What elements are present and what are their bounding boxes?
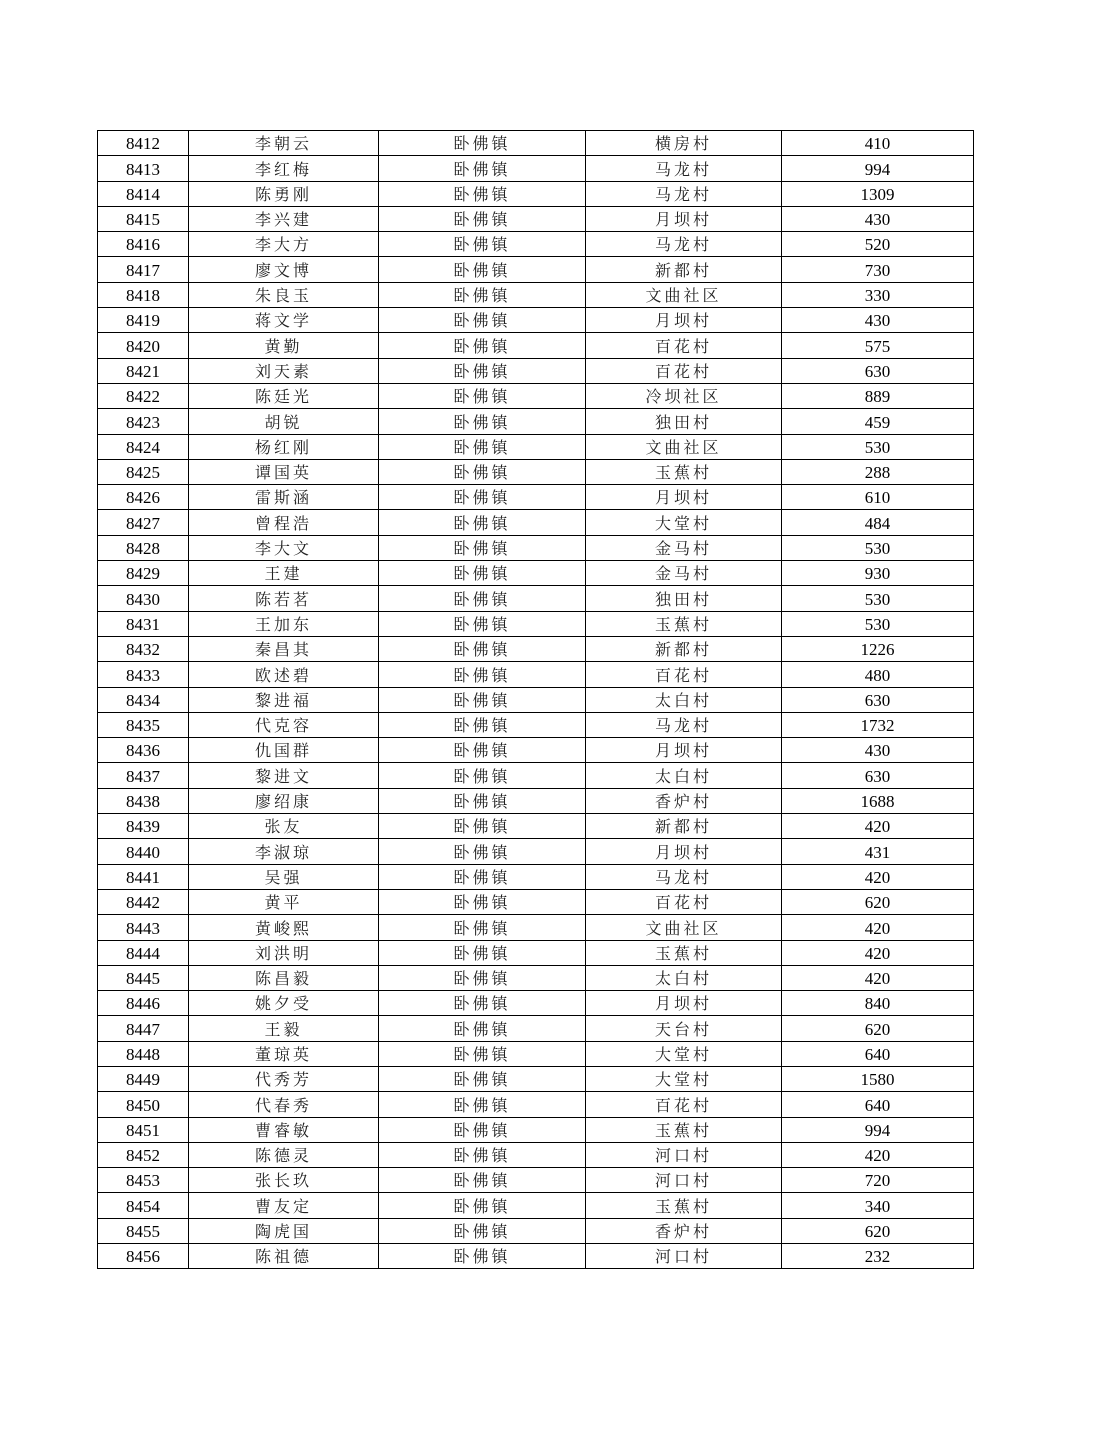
amount-cell: 630	[782, 687, 974, 712]
person-name-cell: 李兴建	[189, 206, 379, 231]
person-name-cell: 蒋文学	[189, 308, 379, 333]
table-row	[98, 839, 974, 864]
person-name-cell: 陈廷光	[189, 383, 379, 408]
row-number-cell: 8447	[98, 1016, 189, 1041]
village-cell: 玉蕉村	[586, 1193, 782, 1218]
amount-cell: 630	[782, 763, 974, 788]
village-cell: 百花村	[586, 333, 782, 358]
row-number-cell: 8422	[98, 383, 189, 408]
row-number-cell: 8436	[98, 738, 189, 763]
town-cell: 卧佛镇	[379, 662, 586, 687]
town-cell: 卧佛镇	[379, 1218, 586, 1243]
person-name-cell: 代春秀	[189, 1092, 379, 1117]
village-cell: 冷坝社区	[586, 383, 782, 408]
table-row	[98, 561, 974, 586]
table-row	[98, 889, 974, 914]
town-cell: 卧佛镇	[379, 1016, 586, 1041]
amount-cell: 1732	[782, 712, 974, 737]
town-cell: 卧佛镇	[379, 839, 586, 864]
table-row	[98, 131, 974, 156]
person-name-cell: 廖文博	[189, 257, 379, 282]
amount-cell: 1309	[782, 181, 974, 206]
town-cell: 卧佛镇	[379, 991, 586, 1016]
village-cell: 河口村	[586, 1142, 782, 1167]
row-number-cell: 8412	[98, 131, 189, 156]
village-cell: 天台村	[586, 1016, 782, 1041]
person-name-cell: 陈昌毅	[189, 965, 379, 990]
town-cell: 卧佛镇	[379, 687, 586, 712]
person-name-cell: 秦昌其	[189, 636, 379, 661]
village-cell: 百花村	[586, 662, 782, 687]
table-row	[98, 181, 974, 206]
town-cell: 卧佛镇	[379, 485, 586, 510]
row-number-cell: 8455	[98, 1218, 189, 1243]
table-row	[98, 1142, 974, 1167]
village-cell: 横房村	[586, 131, 782, 156]
amount-cell: 640	[782, 1092, 974, 1117]
row-number-cell: 8448	[98, 1041, 189, 1066]
amount-cell: 640	[782, 1041, 974, 1066]
amount-cell: 1226	[782, 636, 974, 661]
amount-cell: 420	[782, 814, 974, 839]
table-row	[98, 965, 974, 990]
amount-cell: 930	[782, 561, 974, 586]
village-cell: 百花村	[586, 1092, 782, 1117]
row-number-cell: 8456	[98, 1244, 189, 1269]
row-number-cell: 8415	[98, 206, 189, 231]
row-number-cell: 8443	[98, 915, 189, 940]
village-cell: 玉蕉村	[586, 940, 782, 965]
town-cell: 卧佛镇	[379, 864, 586, 889]
amount-cell: 288	[782, 459, 974, 484]
row-number-cell: 8440	[98, 839, 189, 864]
town-cell: 卧佛镇	[379, 1117, 586, 1142]
row-number-cell: 8418	[98, 282, 189, 307]
table-row	[98, 1244, 974, 1269]
village-cell: 独田村	[586, 409, 782, 434]
row-number-cell: 8451	[98, 1117, 189, 1142]
amount-cell: 430	[782, 308, 974, 333]
table-row	[98, 1168, 974, 1193]
person-name-cell: 代秀芳	[189, 1066, 379, 1091]
town-cell: 卧佛镇	[379, 940, 586, 965]
table-row	[98, 788, 974, 813]
town-cell: 卧佛镇	[379, 712, 586, 737]
town-cell: 卧佛镇	[379, 535, 586, 560]
amount-cell: 420	[782, 965, 974, 990]
town-cell: 卧佛镇	[379, 814, 586, 839]
row-number-cell: 8433	[98, 662, 189, 687]
person-name-cell: 李朝云	[189, 131, 379, 156]
amount-cell: 1688	[782, 788, 974, 813]
table-row	[98, 1016, 974, 1041]
village-cell: 月坝村	[586, 206, 782, 231]
person-name-cell: 仇国群	[189, 738, 379, 763]
village-cell: 月坝村	[586, 839, 782, 864]
village-cell: 独田村	[586, 586, 782, 611]
town-cell: 卧佛镇	[379, 434, 586, 459]
village-cell: 马龙村	[586, 864, 782, 889]
person-name-cell: 李大方	[189, 232, 379, 257]
table-row	[98, 586, 974, 611]
row-number-cell: 8445	[98, 965, 189, 990]
table-row	[98, 991, 974, 1016]
row-number-cell: 8416	[98, 232, 189, 257]
amount-cell: 630	[782, 358, 974, 383]
table-row	[98, 1218, 974, 1243]
row-number-cell: 8427	[98, 510, 189, 535]
row-number-cell: 8430	[98, 586, 189, 611]
amount-cell: 840	[782, 991, 974, 1016]
amount-cell: 575	[782, 333, 974, 358]
town-cell: 卧佛镇	[379, 383, 586, 408]
village-cell: 百花村	[586, 889, 782, 914]
table-row	[98, 1193, 974, 1218]
town-cell: 卧佛镇	[379, 181, 586, 206]
amount-cell: 420	[782, 1142, 974, 1167]
row-number-cell: 8442	[98, 889, 189, 914]
person-name-cell: 曹睿敏	[189, 1117, 379, 1142]
town-cell: 卧佛镇	[379, 1168, 586, 1193]
amount-cell: 720	[782, 1168, 974, 1193]
village-cell: 香炉村	[586, 788, 782, 813]
person-name-cell: 代克容	[189, 712, 379, 737]
table-row	[98, 1066, 974, 1091]
village-cell: 太白村	[586, 687, 782, 712]
table-row	[98, 864, 974, 889]
town-cell: 卧佛镇	[379, 459, 586, 484]
village-cell: 马龙村	[586, 232, 782, 257]
amount-cell: 530	[782, 611, 974, 636]
table-row	[98, 257, 974, 282]
village-cell: 月坝村	[586, 991, 782, 1016]
person-name-cell: 陈若茗	[189, 586, 379, 611]
town-cell: 卧佛镇	[379, 763, 586, 788]
amount-cell: 484	[782, 510, 974, 535]
person-name-cell: 刘洪明	[189, 940, 379, 965]
amount-cell: 420	[782, 864, 974, 889]
town-cell: 卧佛镇	[379, 1244, 586, 1269]
town-cell: 卧佛镇	[379, 915, 586, 940]
table-row	[98, 383, 974, 408]
table-row	[98, 687, 974, 712]
row-number-cell: 8424	[98, 434, 189, 459]
village-cell: 金马村	[586, 535, 782, 560]
person-name-cell: 黄平	[189, 889, 379, 914]
village-cell: 月坝村	[586, 485, 782, 510]
town-cell: 卧佛镇	[379, 1066, 586, 1091]
person-name-cell: 张友	[189, 814, 379, 839]
person-name-cell: 李大文	[189, 535, 379, 560]
town-cell: 卧佛镇	[379, 1142, 586, 1167]
town-cell: 卧佛镇	[379, 358, 586, 383]
person-name-cell: 王毅	[189, 1016, 379, 1041]
town-cell: 卧佛镇	[379, 788, 586, 813]
person-name-cell: 王建	[189, 561, 379, 586]
row-number-cell: 8417	[98, 257, 189, 282]
village-cell: 太白村	[586, 763, 782, 788]
table-row	[98, 915, 974, 940]
town-cell: 卧佛镇	[379, 1193, 586, 1218]
table-row	[98, 636, 974, 661]
table-row	[98, 1092, 974, 1117]
town-cell: 卧佛镇	[379, 206, 586, 231]
row-number-cell: 8413	[98, 156, 189, 181]
person-name-cell: 廖绍康	[189, 788, 379, 813]
amount-cell: 994	[782, 1117, 974, 1142]
amount-cell: 530	[782, 586, 974, 611]
amount-cell: 410	[782, 131, 974, 156]
row-number-cell: 8454	[98, 1193, 189, 1218]
town-cell: 卧佛镇	[379, 611, 586, 636]
town-cell: 卧佛镇	[379, 156, 586, 181]
town-cell: 卧佛镇	[379, 282, 586, 307]
amount-cell: 420	[782, 915, 974, 940]
village-cell: 河口村	[586, 1244, 782, 1269]
person-name-cell: 黎进文	[189, 763, 379, 788]
table-row	[98, 409, 974, 434]
amount-cell: 620	[782, 889, 974, 914]
row-number-cell: 8421	[98, 358, 189, 383]
town-cell: 卧佛镇	[379, 131, 586, 156]
person-name-cell: 张长玖	[189, 1168, 379, 1193]
table-row	[98, 459, 974, 484]
town-cell: 卧佛镇	[379, 257, 586, 282]
village-cell: 马龙村	[586, 181, 782, 206]
row-number-cell: 8446	[98, 991, 189, 1016]
table-row	[98, 282, 974, 307]
village-cell: 新都村	[586, 814, 782, 839]
amount-cell: 520	[782, 232, 974, 257]
amount-cell: 530	[782, 535, 974, 560]
person-name-cell: 黄勤	[189, 333, 379, 358]
row-number-cell: 8450	[98, 1092, 189, 1117]
village-cell: 文曲社区	[586, 434, 782, 459]
table-row	[98, 738, 974, 763]
person-name-cell: 陶虎国	[189, 1218, 379, 1243]
row-number-cell: 8420	[98, 333, 189, 358]
person-name-cell: 曹友定	[189, 1193, 379, 1218]
row-number-cell: 8449	[98, 1066, 189, 1091]
village-cell: 玉蕉村	[586, 611, 782, 636]
village-cell: 大堂村	[586, 1066, 782, 1091]
village-cell: 文曲社区	[586, 282, 782, 307]
row-number-cell: 8453	[98, 1168, 189, 1193]
row-number-cell: 8414	[98, 181, 189, 206]
amount-cell: 620	[782, 1218, 974, 1243]
amount-cell: 420	[782, 940, 974, 965]
town-cell: 卧佛镇	[379, 409, 586, 434]
village-cell: 月坝村	[586, 738, 782, 763]
village-cell: 香炉村	[586, 1218, 782, 1243]
person-name-cell: 黎进福	[189, 687, 379, 712]
row-number-cell: 8435	[98, 712, 189, 737]
table-row	[98, 510, 974, 535]
amount-cell: 340	[782, 1193, 974, 1218]
table-row	[98, 333, 974, 358]
village-cell: 月坝村	[586, 308, 782, 333]
village-cell: 新都村	[586, 636, 782, 661]
amount-cell: 610	[782, 485, 974, 510]
table-row	[98, 358, 974, 383]
village-cell: 马龙村	[586, 156, 782, 181]
row-number-cell: 8452	[98, 1142, 189, 1167]
table-row	[98, 1117, 974, 1142]
table-row	[98, 662, 974, 687]
amount-cell: 431	[782, 839, 974, 864]
table-row	[98, 712, 974, 737]
table-row	[98, 940, 974, 965]
amount-cell: 480	[782, 662, 974, 687]
person-name-cell: 董琼英	[189, 1041, 379, 1066]
village-cell: 玉蕉村	[586, 1117, 782, 1142]
amount-cell: 430	[782, 738, 974, 763]
row-number-cell: 8434	[98, 687, 189, 712]
data-table	[97, 130, 974, 1269]
person-name-cell: 刘天素	[189, 358, 379, 383]
amount-cell: 530	[782, 434, 974, 459]
table-row	[98, 434, 974, 459]
town-cell: 卧佛镇	[379, 232, 586, 257]
town-cell: 卧佛镇	[379, 965, 586, 990]
person-name-cell: 杨红刚	[189, 434, 379, 459]
table-row	[98, 206, 974, 231]
person-name-cell: 陈勇刚	[189, 181, 379, 206]
amount-cell: 889	[782, 383, 974, 408]
row-number-cell: 8431	[98, 611, 189, 636]
table-row	[98, 611, 974, 636]
amount-cell: 730	[782, 257, 974, 282]
person-name-cell: 雷斯涵	[189, 485, 379, 510]
row-number-cell: 8429	[98, 561, 189, 586]
town-cell: 卧佛镇	[379, 636, 586, 661]
town-cell: 卧佛镇	[379, 738, 586, 763]
person-name-cell: 黄峻熙	[189, 915, 379, 940]
village-cell: 百花村	[586, 358, 782, 383]
amount-cell: 430	[782, 206, 974, 231]
amount-cell: 459	[782, 409, 974, 434]
village-cell: 新都村	[586, 257, 782, 282]
row-number-cell: 8439	[98, 814, 189, 839]
person-name-cell: 朱良玉	[189, 282, 379, 307]
row-number-cell: 8438	[98, 788, 189, 813]
row-number-cell: 8437	[98, 763, 189, 788]
row-number-cell: 8419	[98, 308, 189, 333]
row-number-cell: 8441	[98, 864, 189, 889]
row-number-cell: 8426	[98, 485, 189, 510]
village-cell: 大堂村	[586, 1041, 782, 1066]
person-name-cell: 陈祖德	[189, 1244, 379, 1269]
village-cell: 马龙村	[586, 712, 782, 737]
person-name-cell: 欧述碧	[189, 662, 379, 687]
amount-cell: 994	[782, 156, 974, 181]
village-cell: 文曲社区	[586, 915, 782, 940]
person-name-cell: 姚夕受	[189, 991, 379, 1016]
town-cell: 卧佛镇	[379, 889, 586, 914]
town-cell: 卧佛镇	[379, 561, 586, 586]
amount-cell: 232	[782, 1244, 974, 1269]
village-cell: 玉蕉村	[586, 459, 782, 484]
table-row	[98, 1041, 974, 1066]
town-cell: 卧佛镇	[379, 333, 586, 358]
table-row	[98, 535, 974, 560]
village-cell: 金马村	[586, 561, 782, 586]
table-row	[98, 814, 974, 839]
amount-cell: 330	[782, 282, 974, 307]
person-name-cell: 吴强	[189, 864, 379, 889]
town-cell: 卧佛镇	[379, 1041, 586, 1066]
person-name-cell: 谭国英	[189, 459, 379, 484]
person-name-cell: 曾程浩	[189, 510, 379, 535]
table-body	[98, 131, 974, 1269]
village-cell: 大堂村	[586, 510, 782, 535]
table-row	[98, 232, 974, 257]
village-cell: 河口村	[586, 1168, 782, 1193]
person-name-cell: 陈德灵	[189, 1142, 379, 1167]
town-cell: 卧佛镇	[379, 586, 586, 611]
table-row	[98, 156, 974, 181]
row-number-cell: 8428	[98, 535, 189, 560]
town-cell: 卧佛镇	[379, 1092, 586, 1117]
table-row	[98, 308, 974, 333]
row-number-cell: 8432	[98, 636, 189, 661]
person-name-cell: 李红梅	[189, 156, 379, 181]
person-name-cell: 王加东	[189, 611, 379, 636]
town-cell: 卧佛镇	[379, 308, 586, 333]
table-row	[98, 485, 974, 510]
amount-cell: 620	[782, 1016, 974, 1041]
town-cell: 卧佛镇	[379, 510, 586, 535]
row-number-cell: 8423	[98, 409, 189, 434]
person-name-cell: 李淑琼	[189, 839, 379, 864]
table-row	[98, 763, 974, 788]
person-name-cell: 胡锐	[189, 409, 379, 434]
amount-cell: 1580	[782, 1066, 974, 1091]
row-number-cell: 8444	[98, 940, 189, 965]
village-cell: 太白村	[586, 965, 782, 990]
row-number-cell: 8425	[98, 459, 189, 484]
